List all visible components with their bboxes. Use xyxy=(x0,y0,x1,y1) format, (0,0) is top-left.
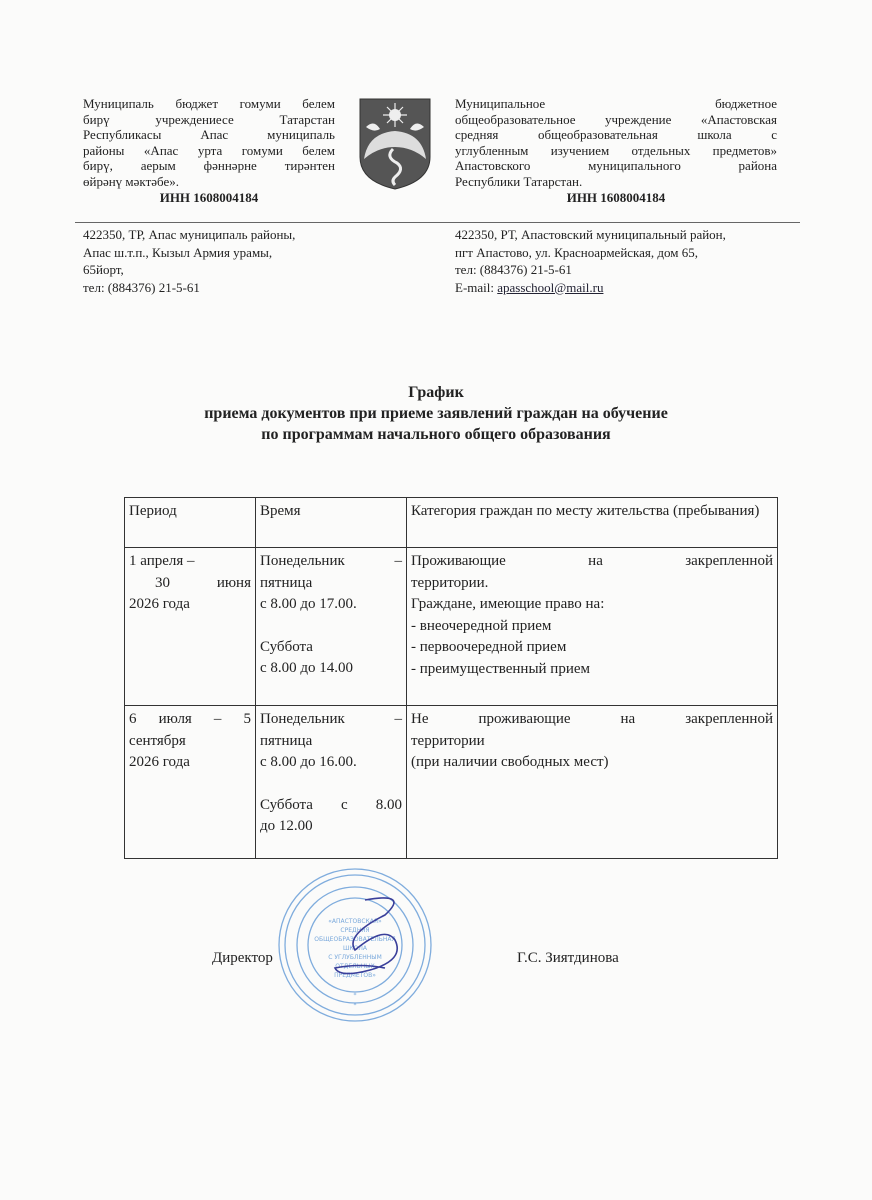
svg-text:СРЕДНЯЯ: СРЕДНЯЯ xyxy=(340,927,370,934)
text-line: Понедельник – xyxy=(260,711,402,727)
header-cell: Время xyxy=(256,498,407,548)
text-line: углубленным изучением отдельных предметов» xyxy=(455,142,777,158)
text-line: территории xyxy=(411,732,485,749)
text-line: пятница xyxy=(260,574,313,591)
svg-text:ОБЩЕОБРАЗОВАТЕЛЬНАЯ: ОБЩЕОБРАЗОВАТЕЛЬНАЯ xyxy=(314,936,396,943)
email-label: E-mail: xyxy=(455,279,498,295)
title-line: График xyxy=(408,384,464,401)
text-line: 6 июля – 5 xyxy=(129,711,251,727)
address-left xyxy=(83,226,295,296)
text-line: - преимущественный прием xyxy=(411,660,591,677)
svg-text:С УГЛУБЛЕННЫМ: С УГЛУБЛЕННЫМ xyxy=(328,954,382,961)
text-line: бирү, аерым фәннәрне тирәнтен xyxy=(83,158,335,173)
header-divider xyxy=(75,222,800,223)
schedule-table xyxy=(124,497,778,859)
text-line: 422350, ТР, Апас муниципаль районы, xyxy=(83,227,296,242)
text-line: 65йорт, xyxy=(83,262,124,277)
text-line: - первоочередной прием xyxy=(411,639,567,655)
text-line: 422350, РТ, Апастовский муниципальный район, xyxy=(455,227,726,242)
text-line: бирү учреждениесе Татарстан xyxy=(83,111,335,127)
period-cell xyxy=(125,548,256,706)
text-line: пгт Апастово, ул. Красноармейская, дом 65, xyxy=(455,244,699,260)
signature-name: Г.С. Зиятдинова xyxy=(517,950,619,966)
title-line: приема документов при приеме заявлений граждан на обучение xyxy=(204,405,668,422)
text-line: 2026 года xyxy=(129,596,190,612)
text-line: пятница xyxy=(260,732,313,749)
text-line: с 8.00 до 14.00 xyxy=(260,660,354,676)
table-row xyxy=(125,706,778,859)
time-cell xyxy=(256,548,407,706)
text-line: общеобразовательное учреждение «Апастовская xyxy=(455,111,777,127)
text-line: сентября xyxy=(129,732,186,749)
text-line: средняя общеобразовательная школа с xyxy=(455,127,777,142)
text-line: тел: (884376) 21-5-61 xyxy=(455,262,572,277)
text-line: тел: (884376) 21-5-61 xyxy=(83,279,200,295)
svg-text:ШКОЛА: ШКОЛА xyxy=(342,945,368,952)
svg-text:ПРЕДМЕТОВ»: ПРЕДМЕТОВ» xyxy=(334,972,376,979)
category-cell xyxy=(407,706,778,859)
text-line: Не проживающие на закрепленной xyxy=(411,711,773,727)
address-right xyxy=(455,226,726,296)
period-cell xyxy=(125,706,256,859)
text-line: өйрәнү мәктәбе». xyxy=(83,173,179,189)
text-line: с 8.00 до 16.00. xyxy=(260,754,357,770)
svg-text:ОТДЕЛЬНЫХ: ОТДЕЛЬНЫХ xyxy=(335,963,375,970)
text-line: 30 июня xyxy=(155,574,251,591)
document-title xyxy=(0,382,872,445)
time-cell xyxy=(256,706,407,859)
text-line: районы «Апас урта гомуми белем xyxy=(83,142,335,158)
text-line: Республикасы Апас муниципаль xyxy=(83,127,335,142)
svg-text:*: * xyxy=(353,992,357,999)
text-line: до 12.00 xyxy=(260,818,313,834)
text-line: 2026 года xyxy=(129,754,190,770)
text-line: Республики Татарстан. xyxy=(455,173,583,189)
email-link[interactable]: apasschool@mail.ru xyxy=(497,279,604,295)
table-row xyxy=(125,548,778,706)
text-line: Суббота xyxy=(260,638,313,655)
header-cell: Категория граждан по месту жительства (пребывания) xyxy=(407,498,778,548)
text-line: Понедельник – xyxy=(260,553,402,569)
text-line: территории. xyxy=(411,574,489,591)
text-line: Апастовского муниципального района xyxy=(455,158,777,173)
text-line: Проживающие на закрепленной xyxy=(411,553,773,569)
svg-text:*: * xyxy=(353,1002,357,1009)
table-header-row xyxy=(125,498,778,548)
category-cell xyxy=(407,548,778,706)
inn-left: ИНН 1608004184 xyxy=(159,190,259,205)
text-line: Апас ш.т.п., Кызыл Армия урамы, xyxy=(83,244,273,260)
header-right-russian xyxy=(455,96,777,206)
official-stamp xyxy=(275,865,435,1025)
text-line: Граждане, имеющие право на: xyxy=(411,596,605,612)
signature-position: Директор xyxy=(212,950,273,966)
coat-of-arms-emblem xyxy=(358,97,432,191)
title-line: по программам начального общего образования xyxy=(261,426,611,443)
text-line: (при наличии свободных мест) xyxy=(411,754,609,770)
text-line: Муниципальное бюджетное xyxy=(455,96,777,111)
header-cell: Период xyxy=(125,498,256,548)
text-line: 1 апреля – xyxy=(129,553,195,569)
inn-right: ИНН 1608004184 xyxy=(566,190,666,205)
text-line: - внеочередной прием xyxy=(411,617,552,634)
text-line: с 8.00 до 17.00. xyxy=(260,596,357,612)
header-left-tatar xyxy=(83,96,335,206)
text-line: Суббота с 8.00 xyxy=(260,796,402,813)
svg-text:«АПАСТОВСКАЯ»: «АПАСТОВСКАЯ» xyxy=(328,918,382,925)
text-line: Муниципаль бюджет гомуми белем xyxy=(83,96,335,111)
